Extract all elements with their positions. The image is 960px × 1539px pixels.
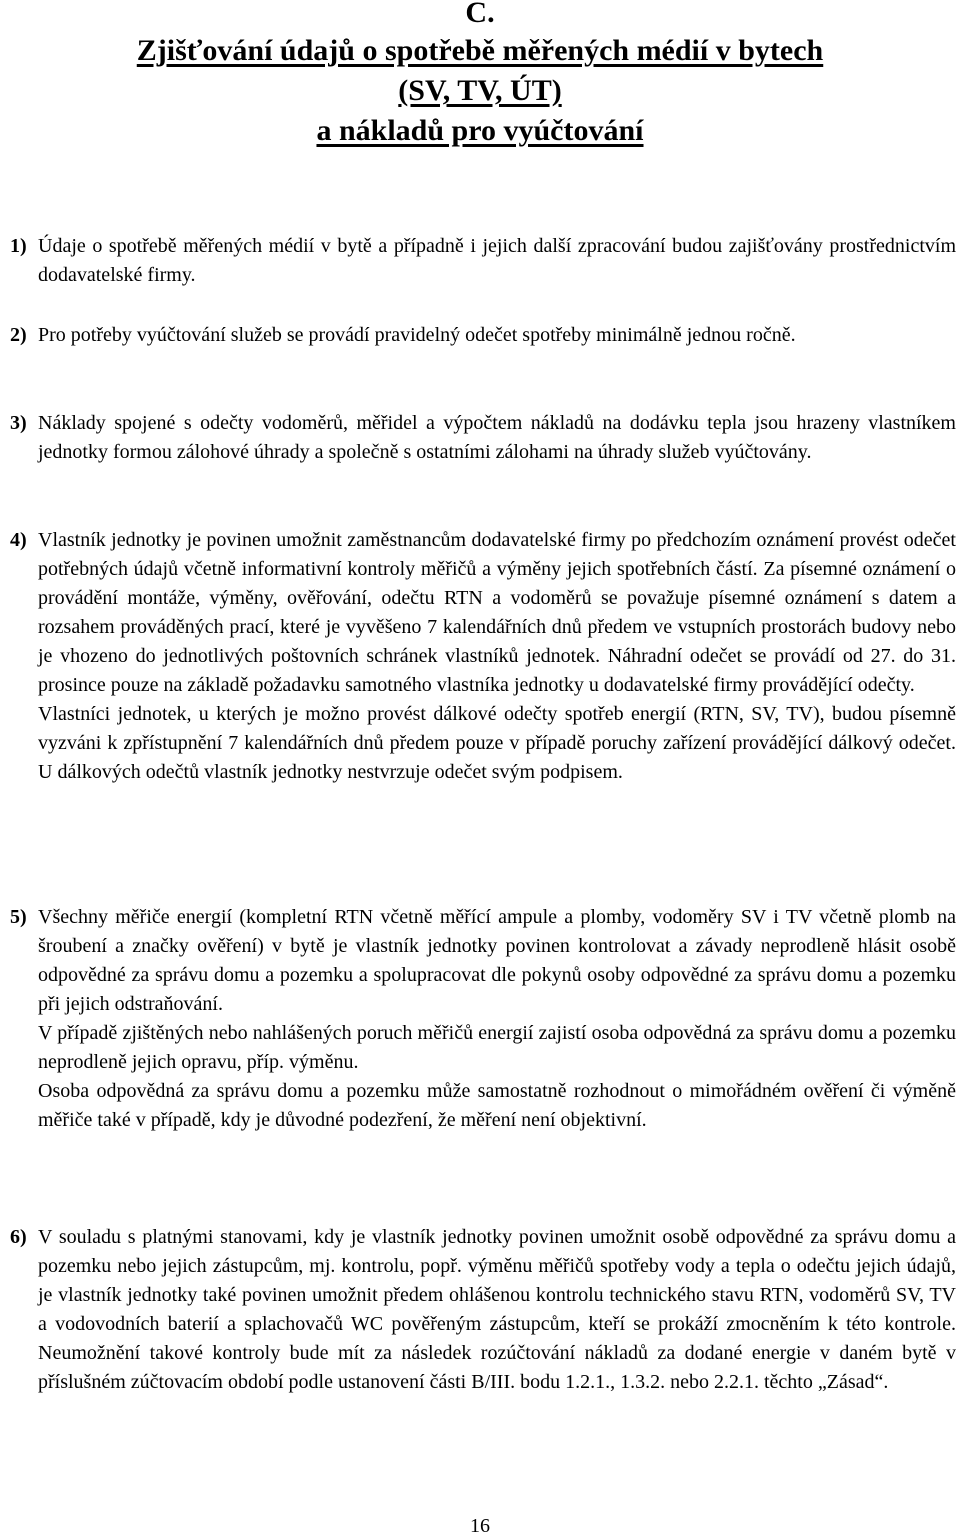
- document-title-line-1: Zjišťování údajů o spotřebě měřených médií v bytech: [136, 34, 824, 67]
- page-number: 16: [470, 1515, 490, 1537]
- item-body: [38, 526, 956, 787]
- item-paragraph: Osoba odpovědná za správu domu a pozemku může samostatně rozhodnout o mimořádném ověření či výměně měřiče také v případě, kdy je důvodné podezření, že měření není objektivní.: [38, 1080, 956, 1131]
- item-number: 3): [10, 412, 27, 434]
- item-number: 5): [10, 906, 27, 928]
- item-number: 1): [10, 235, 27, 257]
- item-number: 2): [10, 324, 27, 346]
- item-paragraph: V případě zjištěných nebo nahlášených poruch měřičů energií zajistí osoba odpovědná za správu domu a pozemku neprodleně jejich opravu, příp. výměnu.: [38, 1022, 956, 1073]
- item-body: [38, 1223, 956, 1397]
- item-body: [38, 903, 956, 1135]
- item-body: [38, 321, 956, 350]
- item-body: [38, 232, 956, 290]
- section-letter: C.: [465, 0, 495, 29]
- item-paragraph: Všechny měřiče energií (kompletní RTN včetně měřící ampule a plomby, vodoměry SV i TV včetně plomb na šroubení a značky ověření) v bytě je vlastník jednotky povinen kontrolovat a závady neprodleně hlásit osobě odpovědné za správu domu a pozemku a spolupracovat dle pokynů osoby odpovědné za správu domu a pozemku při jejich odstraňování.: [38, 906, 956, 1015]
- document-title-line-3: a nákladů pro vyúčtování: [316, 114, 644, 147]
- document-title-line-2: (SV, TV, ÚT): [398, 74, 562, 107]
- item-body: [38, 409, 956, 467]
- item-paragraph: Vlastník jednotky je povinen umožnit zaměstnancům dodavatelské firmy po předchozím oznámení provést odečet potřebných údajů včetně informativní kontroly měřičů a výměny jejich spotřebních částí. Za písemné oznámení o provádění montáže, výměny, ověřování, odečtu RTN a vodoměrů se považuje písemné oznámení s datem a rozsahem prováděných prací, které je vyvěšeno 7 kalendářních dnů předem ve vstupních prostorách budovy nebo je vhozeno do jednotlivých poštovních schránek vlastníků jednotek. Náhradní odečet se provádí od 27. do 31. prosince pouze na základě požadavku samotného vlastníka jednotky u dodavatelské firmy provádějící odečty.: [38, 529, 956, 696]
- item-number: 6): [10, 1226, 27, 1248]
- item-paragraph: Vlastníci jednotek, u kterých je možno provést dálkové odečty spotřeb energií (RTN, SV, TV), budou písemně vyzváni k zpřístupnění 7 kalendářních dnů předem pouze v případě poruchy zařízení provádějící dálkový odečet. U dálkových odečtů vlastník jednotky nestvrzuje odečet svým podpisem.: [38, 703, 956, 783]
- item-paragraph: V souladu s platnými stanovami, kdy je vlastník jednotky povinen umožnit osobě odpovědné za správu domu a pozemku nebo jejich zástupcům, mj. kontrolu, popř. výměnu měřičů spotřeby vody a tepla o odečtu jejich údajů, je vlastník jednotky také povinen umožnit předem ohlášenou kontrolu technického stavu RTN, vodoměrů SV, TV a vodovodních baterií a splachovačů WC pověřeným zástupcům, kteří se prokáží zmocněním k této kontrole. Neumožnění takové kontroly bude mít za následek rozúčtování nákladů za dodané energie v daném bytě v příslušném zúčtovacím období podle ustanovení části B/III. bodu 1.2.1., 1.3.2. nebo 2.2.1. těchto „Zásad“.: [38, 1226, 956, 1393]
- item-paragraph: Údaje o spotřebě měřených médií v bytě a případně i jejich další zpracování budou zajišťovány prostřednictvím dodavatelské firmy.: [38, 235, 956, 286]
- item-number: 4): [10, 529, 27, 551]
- item-paragraph: Náklady spojené s odečty vodoměrů, měřidel a výpočtem nákladů na dodávku tepla jsou hrazeny vlastníkem jednotky formou zálohové úhrady a společně s ostatními zálohami na úhrady služeb vyúčtovány.: [38, 412, 956, 463]
- item-paragraph: Pro potřeby vyúčtování služeb se provádí pravidelný odečet spotřeby minimálně jednou ročně.: [38, 324, 796, 346]
